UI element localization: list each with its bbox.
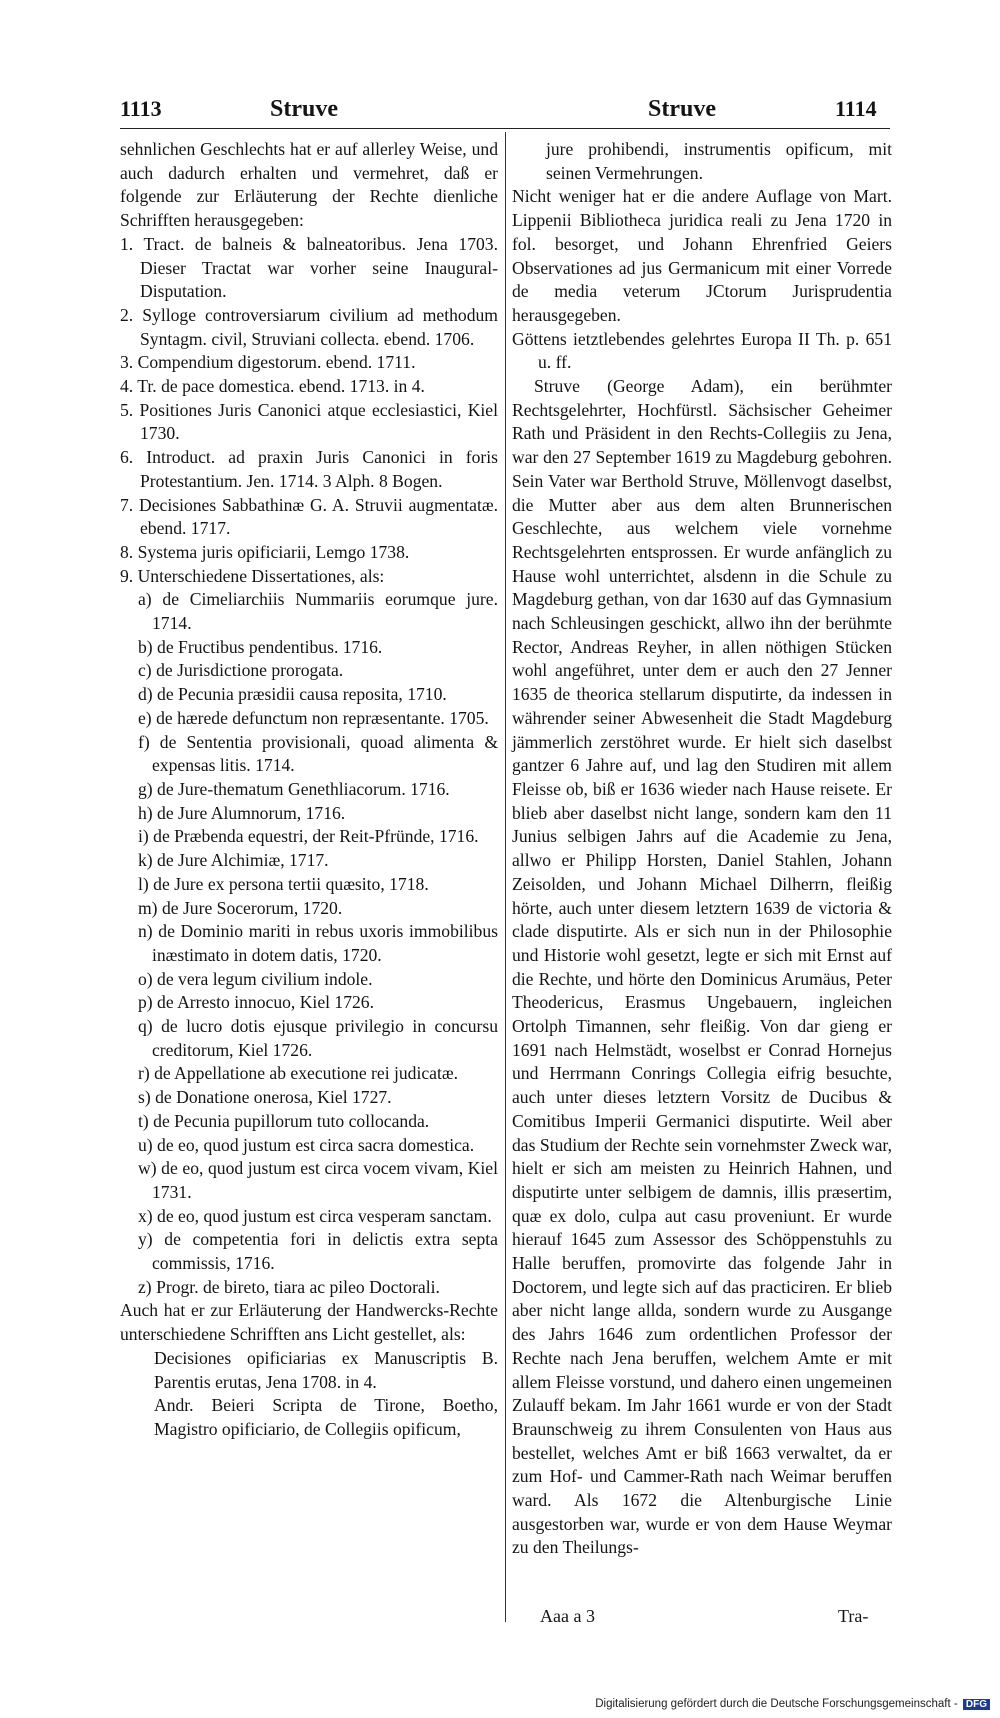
text-block: c) de Jurisdictione prorogata. xyxy=(138,660,344,681)
text-block: o) de vera legum civilium indole. xyxy=(138,968,373,989)
text-block: Nicht weniger hat er die andere Auflage von Mart. Lippenii Bibliotheca juridica reali zu Jena 1720 in fol. besorget, und Johann Ehrenfried Geiers Observationes ad jus Germanicum mit einer Vorrede de media veterum JCtorum Jurisprudentia herausgegeben. xyxy=(512,186,892,325)
text-block: 7. Decisiones Sabbathinæ G. A. Struvii augmentatæ. ebend. 1717. xyxy=(120,494,498,539)
page-number-right: 1114 xyxy=(835,96,877,121)
text-block: w) de eo, quod justum est circa vocem vivam, Kiel 1731. xyxy=(138,1158,498,1202)
text-block: 3. Compendium digestorum. ebend. 1711. xyxy=(120,352,416,373)
text-block: u) de eo, quod justum est circa sacra domestica. xyxy=(138,1134,475,1155)
text-block: h) de Jure Alumnorum, 1716. xyxy=(138,802,346,823)
text-block: x) de eo, quod justum est circa vesperam sanctam. xyxy=(138,1205,492,1226)
text-block: n) de Dominio mariti in rebus uxoris immobilibus inæstimato in dotem datis, 1720. xyxy=(138,921,498,965)
dfg-logo: DFG xyxy=(963,1699,990,1710)
text-block: t) de Pecunia pupillorum tuto collocanda. xyxy=(138,1110,430,1131)
text-block: Göttens ietztlebendes gelehrtes Europa II Th. p. 651 u. ff. xyxy=(512,328,892,373)
text-block: sehnlichen Geschlechts hat er auf allerley Weise, und auch dadurch erhalten und vermehret, daß er folgende zur Erläuterung der Rechte dienliche Schrifften herausgegeben: xyxy=(120,139,498,231)
text-block: d) de Pecunia præsidii causa reposita, 1710. xyxy=(138,684,447,705)
catchword: Tra- xyxy=(838,1606,869,1626)
text-block: Auch hat er zur Erläuterung der Handwercks-Rechte unterschiedene Schrifften ans Licht gestellet, als: xyxy=(120,1300,498,1345)
text-block: a) de Cimeliarchiis Nummariis eorumque jure. 1714. xyxy=(138,589,498,634)
running-head-right: Struve xyxy=(648,96,716,122)
credit-text: Digitalisierung gefördert durch die Deutsche Forschungsgemeinschaft - xyxy=(595,1698,958,1710)
right-column xyxy=(512,138,892,1560)
text-block: jure prohibendi, instrumentis opificum, mit seinen Vermehrungen. xyxy=(546,139,892,183)
text-block: Decisiones opificiarias ex Manuscriptis B. Parentis erutas, Jena 1708. in 4. xyxy=(154,1347,498,1392)
text-block: f) de Sententia provisionali, quoad alimenta & expensas litis. 1714. xyxy=(138,731,498,776)
text-block: 4. Tr. de pace domestica. ebend. 1713. in 4. xyxy=(120,376,425,397)
text-block: e) de hærede defunctum non repræsentante. 1705. xyxy=(138,707,489,728)
text-block: g) de Jure-thematum Genethliacorum. 1716. xyxy=(138,778,450,799)
running-head-left: Struve xyxy=(270,96,338,122)
text-block: 8. Systema juris opificiarii, Lemgo 1738. xyxy=(120,541,410,562)
text-block: Andr. Beieri Scripta de Tirone, Boetho, Magistro opificiario, de Collegiis opificum, xyxy=(154,1395,498,1439)
text-block: 1. Tract. de balneis & balneatoribus. Jena 1703. Dieser Tractat war vorher seine Inaugural-Disputation. xyxy=(120,233,498,302)
signature-mark: Aaa a 3 xyxy=(540,1606,595,1626)
left-column xyxy=(120,138,498,1442)
header-rule xyxy=(120,128,890,129)
column-divider xyxy=(505,132,506,1622)
text-block: b) de Fructibus pendentibus. 1716. xyxy=(138,636,383,657)
page-number-left: 1113 xyxy=(120,96,162,121)
text-block: m) de Jure Socerorum, 1720. xyxy=(138,897,343,918)
text-block: p) de Arresto innocuo, Kiel 1726. xyxy=(138,992,375,1013)
text-block: y) de competentia fori in delictis extra septa commissis, 1716. xyxy=(138,1229,498,1274)
text-block: 5. Positiones Juris Canonici atque ecclesiastici, Kiel 1730. xyxy=(120,399,498,444)
text-block: 9. Unterschiedene Dissertationes, als: xyxy=(120,565,385,586)
text-block: r) de Appellatione ab executione rei judicatæ. xyxy=(138,1063,458,1084)
text-block: 6. Introduct. ad praxin Juris Canonici in foris Protestantium. Jen. 1714. 3 Alph. 8 Bogen. xyxy=(120,447,498,491)
text-block: Struve (George Adam), ein berühmter Rechtsgelehrter, Hochfürstl. Sächsischer Geheimer Rath und Präsident in den Rechts-Collegiis zu Jena, war den 27 September 1619 zu Magdeburg gebohren. Sein Vater war Berthold Struve, Möllenvogt daselbst, die Mutter aber aus dem alten Brunnerischen Geschlechte, aus welchem viele vornehme Rechtsgelehrten entsprossen. Er wurde anfänglich zu Hause wohl unterrichtet, alsdenn in die Schule zu Magdeburg gethan, von dar 1630 auf das Gymnasium nach Schleusingen geschickt, allwo ihn der berühmte Rector, Andreas Reyher, in allen nöthigen Stücken wohl angeführet, unter dem er auch den 27 Jenner 1635 de theorica stellarum disputirte, da indessen in währender seiner Abwesenheit die Stadt Magdeburg jämmerlich zerstöhret wurde. Er hielt sich daselbst gantzer 6 Jahre auf, und lag den Studiren mit allem Fleisse ob, biß er 1636 wieder nach Hause reisete. Er blieb aber daselbst nicht lange, sondern kam den 11 Junius selbigen Jahrs auf die Academie zu Jena, allwo er Philipp Horsten, Daniel Stahlen, Johann Zeisolden, und Johann Michael Dilherrn, fleißig hörte, auch unter diesem letztern 1639 de victoria & clade disputirte. Als er sich nun in der Philosophie und Historie wohl gesetzt, legte er sich mit Ernst auf die Rechte, und hörte den Dominicus Arumäus, Peter Theodericus, Erasmus Ungebauern, ingleichen Ortolph Timannen, sehr fleißig. Von dar gieng er 1691 nach Helmstädt, woselbst er Conrad Hornejus und Herrmann Conrings Collegia eifrig besuchte, auch unter dieses letztern Vorsitz de Ducibus & Comitibus Imperii Germanici disputirte. Weil aber das Studium der Rechte sein vornehmster Zweck war, hielt er sich am meisten zu Heinrich Hahnen, und disputirte unter selbigem de damnis, illis præsertim, quæ ex dolo, culpa aut casu proveniunt. Er wurde hierauf 1645 zum Assessor des Schöppenstuhls zu Halle beruffen, promovirte das folgende Jahr in Doctorem, und legte sich auf das practiciren. Er blieb aber nicht lange allda, sondern wurde zu Ausgange des Jahrs 1646 zum ordentlichen Professor der Rechte nach Jena beruffen, welchem Amte er mit allem Fleisse vorstund, und dahero einen ungemeinen Zulauff bekam. Im Jahr 1661 wurde er von der Stadt Braunschweig zu ihrem Consulenten von Haus aus bestellet, welches Amt er biß 1663 verwaltet, da er zum Hof- und Cammer-Rath nach Weimar beruffen ward. Als 1672 die Altenburgische Linie ausgestorben war, wurde er von dem Hause Weymar zu den Theilungs- xyxy=(512,376,892,1558)
text-block: s) de Donatione onerosa, Kiel 1727. xyxy=(138,1087,392,1108)
text-block: q) de lucro dotis ejusque privilegio in concursu creditorum, Kiel 1726. xyxy=(138,1016,498,1060)
text-block: l) de Jure ex persona tertii quæsito, 1718. xyxy=(138,873,429,894)
text-block: i) de Præbenda equestri, der Reit-Pfründe, 1716. xyxy=(138,826,479,847)
digitization-credit xyxy=(595,1698,990,1710)
text-block: k) de Jure Alchimiæ, 1717. xyxy=(138,850,329,871)
text-block: z) Progr. de bireto, tiara ac pileo Doctorali. xyxy=(138,1276,440,1297)
text-block: 2. Sylloge controversiarum civilium ad methodum Syntagm. civil, Struviani collecta. ebend. 1706. xyxy=(120,304,498,349)
